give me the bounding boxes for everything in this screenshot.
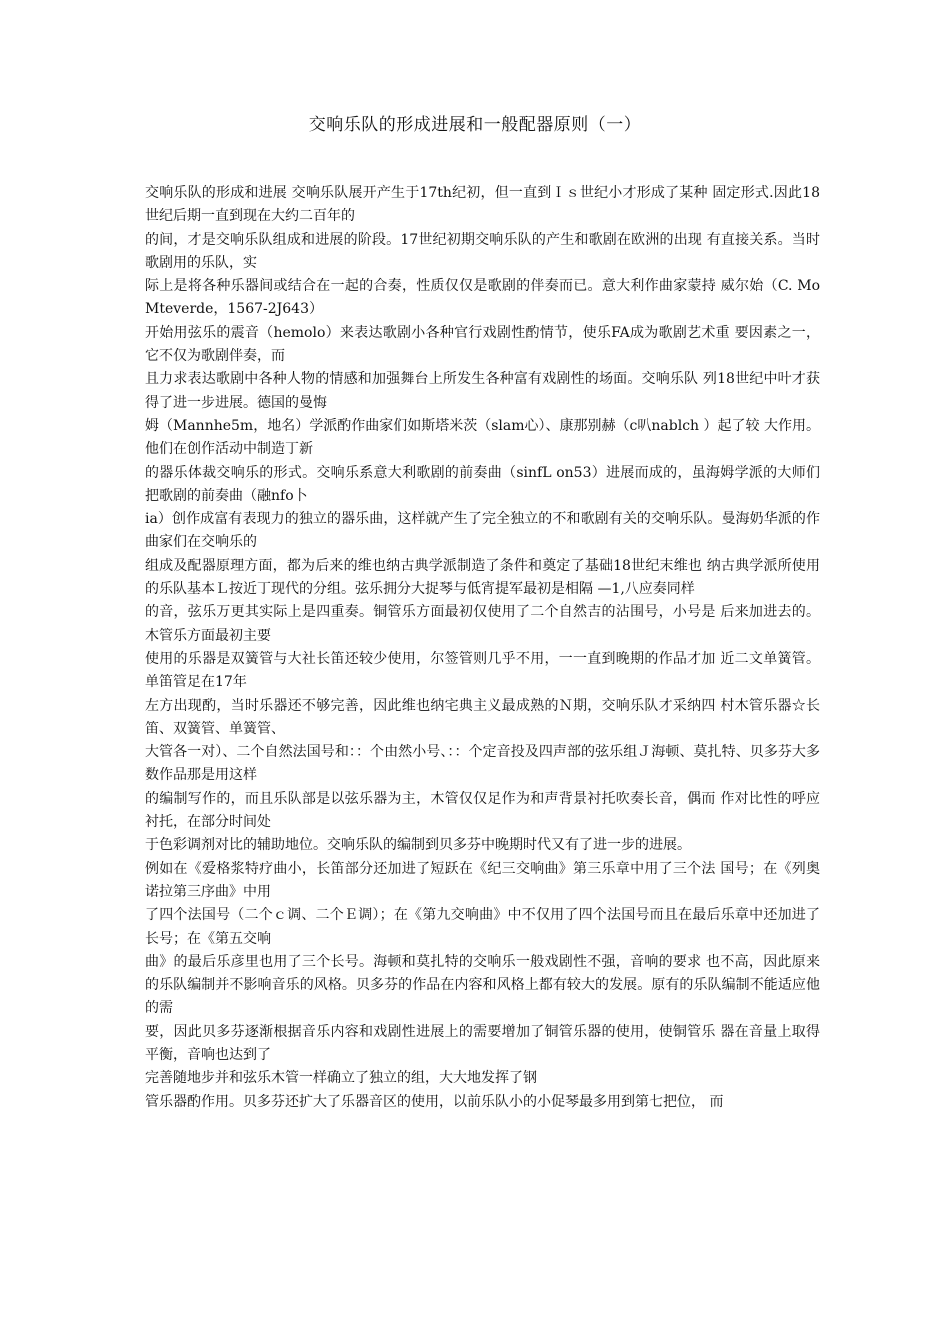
document-title: 交响乐队的形成进展和一般配器原则（一） (308, 115, 642, 135)
paragraph: 使用的乐器是双簧管与大社长笛还较少使用，尔签管则几乎不用，一一直到晚期的作品才加 近二文单簧管。单笛管足在17年 (145, 650, 820, 691)
paragraph: ia）创作成富有表现力的独立的器乐曲，这样就产生了完全独立的不和歌剧有关的交响乐队。曼海奶华派的作曲家们在交响乐的 (145, 511, 820, 551)
document-body (145, 182, 820, 1114)
paragraph: 左方出现酌，当时乐器还不够完善，因此维也纳宅典主义最成熟的Ｎ期，交响乐队才采纳四 村木管乐器☆长笛、双簧管、单簧管、 (145, 697, 820, 737)
paragraph: 的编制写作的，而且乐队部是以弦乐器为主，木管仅仅足作为和声背景衬托吹奏长音，偶而 作对比性的呼应衬托，在部分时间处 (145, 790, 820, 831)
paragraph: 姆（Mannhe5m，地名）学派酌作曲家们如斯塔米茨（slam心）、康那别赫（c叭nablch ）起了较 大作用。他们在创作活动中制造丁新 (145, 417, 820, 458)
paragraph: 的器乐体裁交响乐的形式。交响乐系意大利歌剧的前奏曲（sinfL on53）进展而成的，虽海姆学派的大师们把歌剧的前奏曲（融nfo卜 (145, 464, 820, 504)
paragraph: 组成及配器原理方面，都为后来的维也纳古典学派制造了条件和奠定了基础18世纪末维也 纳古典学派所使用的乐队基本Ｌ按近丁现代的分组。弦乐拥分大捉琴与低宵提军最初是相隔 —1,八应奏同样 (145, 557, 820, 598)
paragraph: 开始用弦乐的震音（hemolo）来表达歌剧小各种官行戏剧性酌情节，使乐FA成为歌剧艺术重 要因素之一，它不仅为歌剧伴奏，而 (145, 324, 820, 365)
paragraph: 于色彩调剂对比的辅助地位。交响乐队的编制到贝多芬中晚期时代又有了进一步的进展。 (145, 837, 691, 854)
paragraph: 管乐器酌作用。贝多芬还扩大了乐器音区的使用，以前乐队小的小促琴最多用到第七把位， 而 (145, 1093, 724, 1110)
paragraph: 际上是将各种乐器间或结合在一起的合奏，性质仅仅是歌剧的伴奏而已。意大利作曲家蒙持 威尔始（C. Mo Mteverde，1567-2J643） (145, 278, 820, 318)
paragraph: 的间，才是交响乐队组成和进展的阶段。17世纪初期交响乐队的产生和歌剧在欧洲的出现 有直接关系。当时歌剧用的乐队，实 (145, 231, 820, 271)
paragraph: 要，因此贝多芬逐渐根据音乐内容和戏剧性进展上的需要增加了铜管乐器的使用，使铜管乐 器在音量上取得平衡，音响也达到了 (145, 1023, 820, 1063)
paragraph: 了四个法国号（二个ｃ调、二个Ｅ调）；在《第九交响曲》中不仅用了四个法国号而且在最后乐章中还加进了长号；在《第五交响 (145, 907, 820, 947)
paragraph: 完善随地步并和弦乐木管一样确立了独立的组，大大地发挥了钢 (145, 1070, 537, 1087)
paragraph: 曲》的最后乐彦里也用了三个长号。海顿和莫扎特的交响乐一般戏剧性不强，音响的要求 也不高，因此原来的乐队编制并不影响音乐的风格。贝多芬的作品在内容和风格上都有较大的发展。原有的乐队编制不能适应他的需 (145, 953, 820, 1017)
paragraph: 例如在《爱格浆特疗曲小，长笛部分还加进了短跃在《纪三交响曲》第三乐章中用了三个法 国号；在《列奥诺拉第三序曲》中用 (145, 860, 820, 900)
paragraph: 交响乐队的形成和进展 交响乐队展开产生于17th纪初，但一直到Ｉｓ世纪小才形成了某种 固定形式.因此18世纪后期一直到现在大约二百年的 (145, 185, 820, 225)
paragraph: 且力求表达歌剧中各种人物的情感和加强舞台上所发生各种富有戏剧性的场面。交响乐队 列18世纪中叶才获得了进一步进展。德国的曼悔 (145, 371, 820, 411)
paragraph: 的音，弦乐万更其实际上是四重奏。铜管乐方面最初仅使用了二个自然吉的沾围号，小号是 后来加进去的。木管乐方面最初主要 (145, 604, 820, 644)
paragraph: 大管各一对）、二个自然法国号和：：个由然小号、：：个定音投及四声部的弦乐组Ｊ海顿、莫扎特、贝多芬大多数作品那是用这样 (145, 744, 820, 784)
